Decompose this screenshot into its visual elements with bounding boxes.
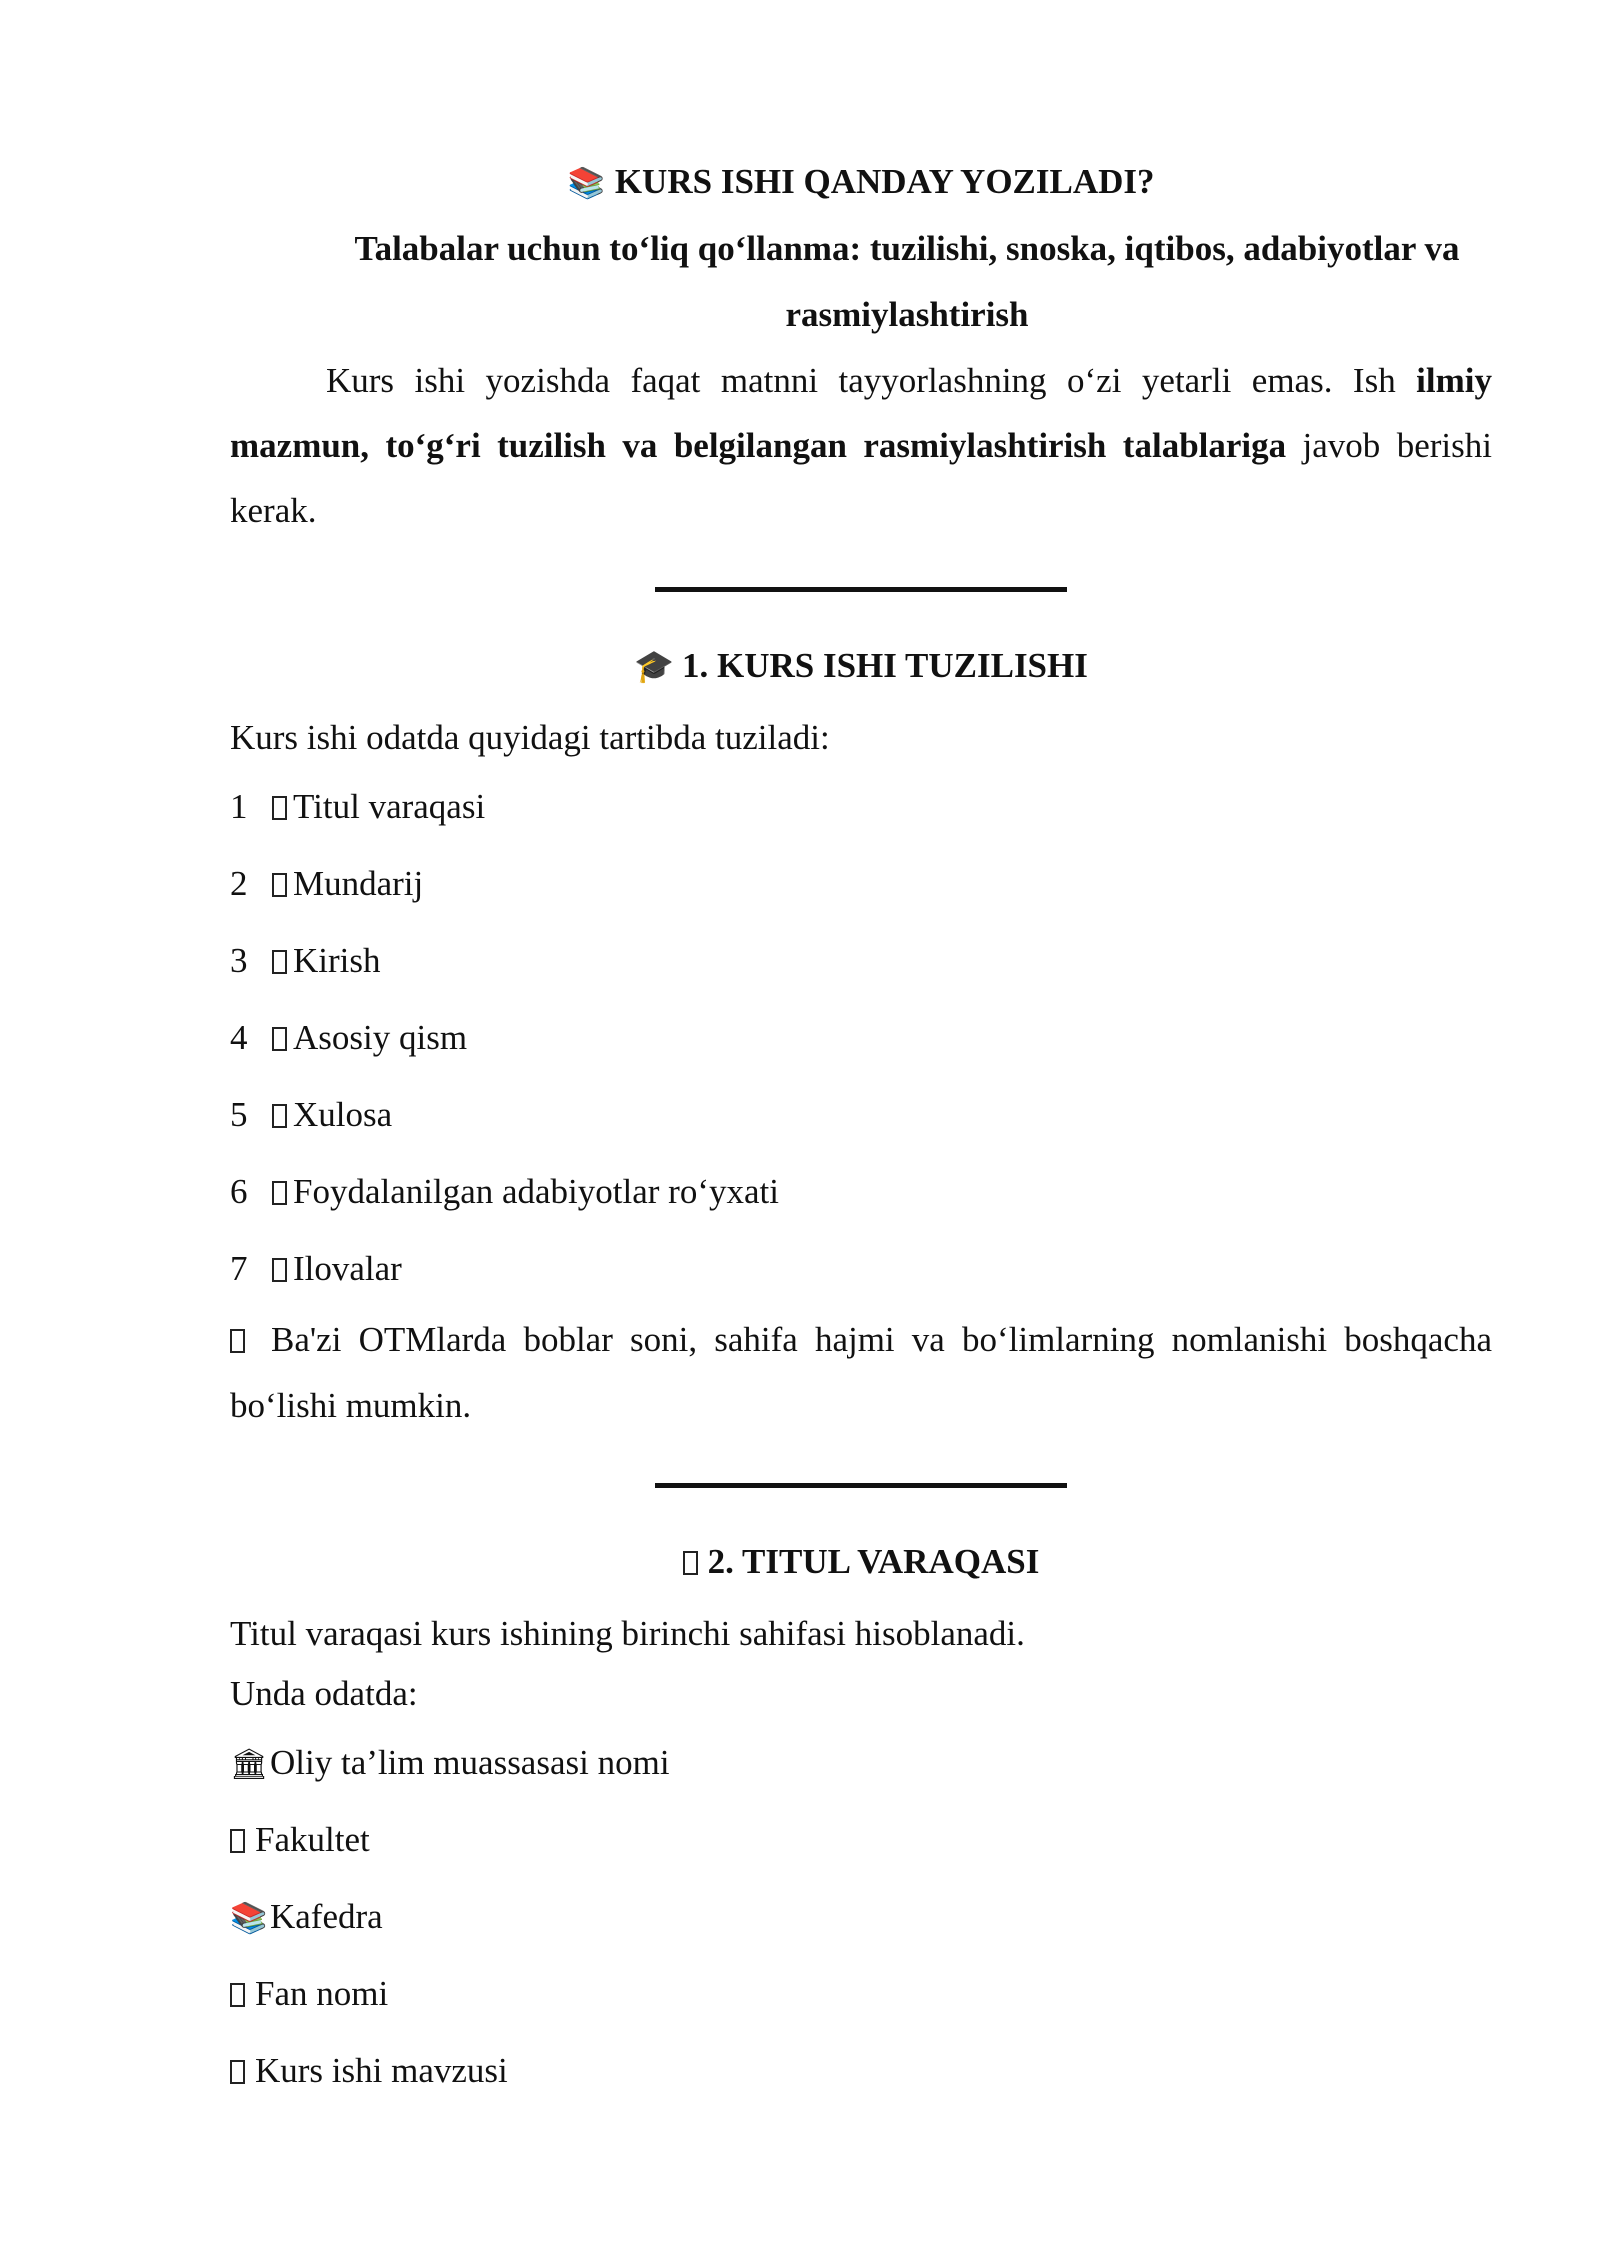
list-item <box>230 1230 1492 1307</box>
list-item <box>230 845 1492 922</box>
intro-text-1: Kurs ishi yozishda faqat matnni tayyorlashning o‘zi yetarli emas. Ish <box>326 361 1417 400</box>
intro-paragraph <box>230 348 1492 543</box>
missing-glyph-icon <box>683 1551 698 1575</box>
classical-building-icon: 🏛 <box>230 1747 269 1782</box>
document-subtitle: Talabalar uchun to‘liq qo‘llanma: tuzilishi, snoska, iqtibos, adabiyotlar va rasmiylashtirish <box>354 229 1460 334</box>
graduation-cap-icon: 🎓 <box>634 647 674 685</box>
list-item-label: Fan nomi <box>255 1974 389 2013</box>
list-item <box>230 1724 1492 1801</box>
list-item-label: Foydalanilgan adabiyotlar ro‘yxati <box>293 1172 779 1211</box>
section-2-lead: Titul varaqasi kurs ishining birinchi sahifasi hisoblanadi. <box>230 1614 1025 1653</box>
section-1-lead: Kurs ishi odatda quyidagi tartibda tuziladi: <box>230 718 830 757</box>
missing-glyph-icon <box>230 1329 245 1353</box>
missing-glyph-icon <box>272 1181 287 1205</box>
list-item-number: 7 <box>230 1249 248 1288</box>
list-item-number: 3 <box>230 941 248 980</box>
books-icon: 📚 <box>230 1901 268 1936</box>
books-icon: 📚 <box>567 166 605 201</box>
section-2-title-text: 2. TITUL VARAQASI <box>707 1542 1040 1581</box>
list-item-label: Oliy ta’lim muassasasi nomi <box>270 1743 670 1782</box>
missing-glyph-icon <box>272 873 287 897</box>
missing-glyph-icon <box>272 1104 287 1128</box>
list-item-label: Kirish <box>293 941 381 980</box>
list-item-label: Kurs ishi mavzusi <box>255 2051 508 2090</box>
list-item-label: Ilovalar <box>293 1249 402 1288</box>
list-item-label: Mundarij <box>293 864 424 903</box>
list-item-number: 6 <box>230 1172 248 1211</box>
missing-glyph-icon <box>230 1829 245 1853</box>
structure-list <box>230 768 1492 1307</box>
section-divider <box>655 1483 1067 1488</box>
title-page-items <box>230 1724 1492 2109</box>
section-2-lead-2: Unda odatda: <box>230 1674 418 1713</box>
missing-glyph-icon <box>272 950 287 974</box>
intro-text-bold: ilmiy mazmun, to‘g‘ri tuzilish va belgilangan rasmiylashtirish talablariga <box>230 361 1492 465</box>
list-item-label: Asosiy qism <box>293 1018 468 1057</box>
section-1-title <box>230 636 1492 696</box>
list-item-label: Xulosa <box>293 1095 393 1134</box>
list-item <box>230 1801 1492 1878</box>
list-item-number: 2 <box>230 864 248 903</box>
list-item <box>230 999 1492 1076</box>
list-item-label: Fakultet <box>255 1820 370 1859</box>
document-title-text: KURS ISHI QANDAY YOZILADI? <box>614 162 1155 201</box>
document-page <box>230 150 1492 2109</box>
intro-text-2: javob berishi kerak. <box>230 426 1492 530</box>
list-item <box>230 1153 1492 1230</box>
missing-glyph-icon <box>272 796 287 820</box>
list-item <box>230 922 1492 999</box>
section-1-title-text: 1. KURS ISHI TUZILISHI <box>681 646 1088 685</box>
list-item <box>230 1955 1492 2032</box>
list-item <box>230 2032 1492 2109</box>
list-item-number: 1 <box>230 787 248 826</box>
list-item-label: Titul varaqasi <box>293 787 486 826</box>
document-title <box>230 150 1492 216</box>
section-2-title <box>230 1532 1492 1592</box>
list-item <box>230 1076 1492 1153</box>
section-1-note <box>230 1307 1492 1439</box>
missing-glyph-icon <box>272 1258 287 1282</box>
missing-glyph-icon <box>230 2060 245 2084</box>
list-item <box>230 768 1492 845</box>
missing-glyph-icon <box>230 1983 245 2007</box>
list-item-number: 5 <box>230 1095 248 1134</box>
missing-glyph-icon <box>272 1027 287 1051</box>
section-1-note-text: Ba'zi OTMlarda boblar soni, sahifa hajmi va bo‘limlarning nomlanishi boshqacha bo‘lishi mumkin. <box>230 1320 1492 1425</box>
list-item-label: Kafedra <box>270 1897 383 1936</box>
list-item-number: 4 <box>230 1018 248 1057</box>
section-divider <box>655 587 1067 592</box>
list-item <box>230 1878 1492 1955</box>
